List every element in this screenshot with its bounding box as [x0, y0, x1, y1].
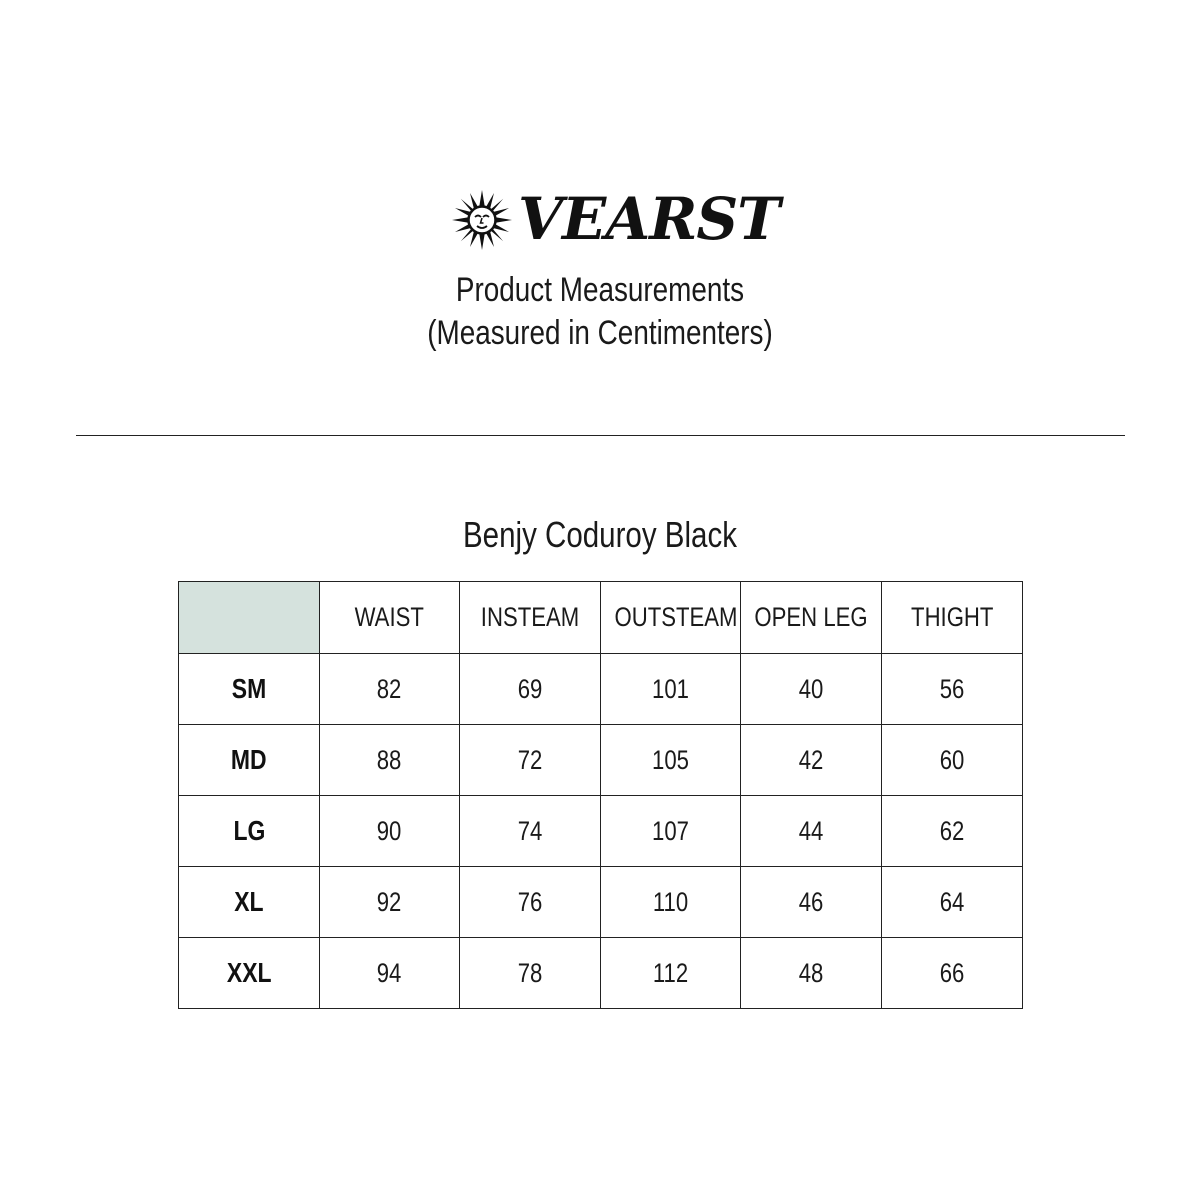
- brand-logo: [450, 185, 780, 253]
- table-cell: 90: [320, 796, 460, 867]
- table-cell: 78: [460, 938, 601, 1009]
- table-cell: 94: [320, 938, 460, 1009]
- table-row: [179, 867, 1023, 938]
- column-header: WAIST: [320, 582, 460, 654]
- table-cell: 107: [601, 796, 741, 867]
- size-label: SM: [179, 654, 320, 725]
- column-header: THIGHT: [882, 582, 1023, 654]
- size-label: XXL: [179, 938, 320, 1009]
- table-cell: 101: [601, 654, 741, 725]
- table-cell: 88: [320, 725, 460, 796]
- table-row: [179, 938, 1023, 1009]
- table-row: [179, 796, 1023, 867]
- table-cell: 48: [741, 938, 882, 1009]
- table-cell: 62: [882, 796, 1023, 867]
- measurement-table: [178, 581, 1023, 1009]
- brand-wordmark: VEARST: [518, 185, 780, 253]
- size-label: XL: [179, 867, 320, 938]
- table-cell: 110: [601, 867, 741, 938]
- table-cell: 64: [882, 867, 1023, 938]
- table-cell: 40: [741, 654, 882, 725]
- size-label: LG: [179, 796, 320, 867]
- column-header: OPEN LEG: [741, 582, 882, 654]
- table-cell: 46: [741, 867, 882, 938]
- table-cell: 69: [460, 654, 601, 725]
- table-row: [179, 654, 1023, 725]
- product-name: Benjy Coduroy Black: [462, 514, 738, 555]
- table-header-row: [179, 582, 1023, 654]
- page-subtitle: (Measured in Centimenters): [427, 314, 773, 352]
- table-cell: 74: [460, 796, 601, 867]
- corner-cell: [179, 582, 320, 654]
- table-cell: 66: [882, 938, 1023, 1009]
- table-cell: 72: [460, 725, 601, 796]
- table-cell: 92: [320, 867, 460, 938]
- table-cell: 76: [460, 867, 601, 938]
- table-cell: 105: [601, 725, 741, 796]
- table-cell: 82: [320, 654, 460, 725]
- table-cell: 56: [882, 654, 1023, 725]
- table-cell: 42: [741, 725, 882, 796]
- column-header: INSTEAM: [460, 582, 601, 654]
- sun-face-icon: [450, 188, 514, 252]
- table-row: [179, 725, 1023, 796]
- size-label: MD: [179, 725, 320, 796]
- table-cell: 44: [741, 796, 882, 867]
- column-header: OUTSTEAM: [601, 582, 741, 654]
- page-title: Product Measurements: [455, 271, 745, 309]
- table-cell: 112: [601, 938, 741, 1009]
- table-cell: 60: [882, 725, 1023, 796]
- section-divider: [76, 435, 1125, 436]
